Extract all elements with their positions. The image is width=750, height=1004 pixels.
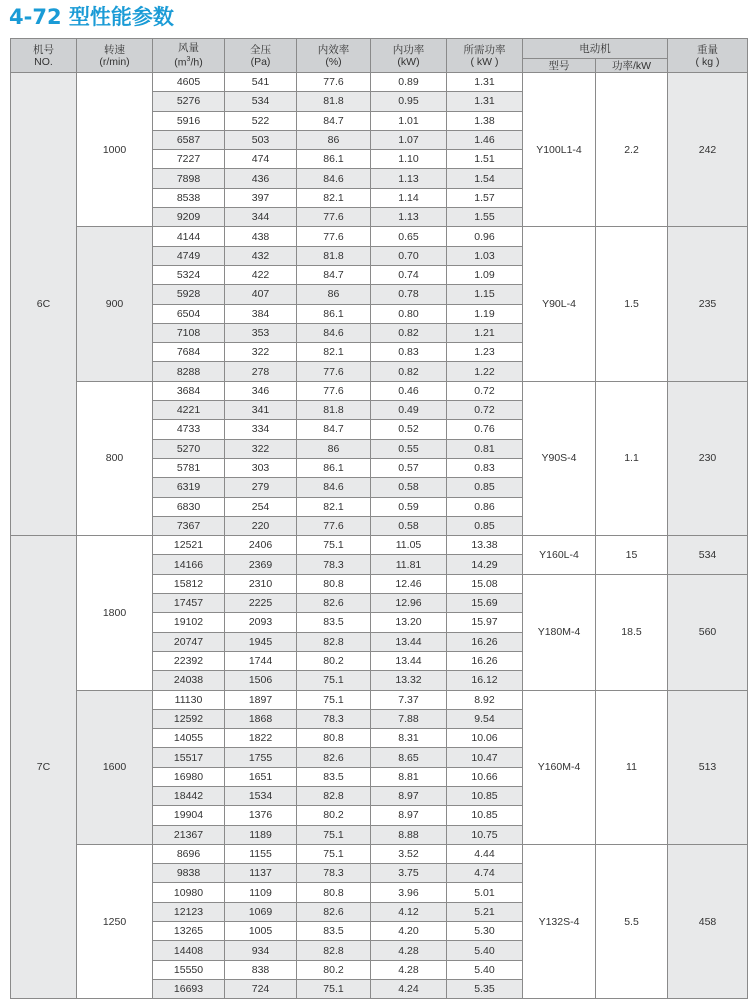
header-speed: 转速 (r/min) xyxy=(77,39,153,73)
efficiency-cell: 82.6 xyxy=(297,594,371,613)
internal-power-cell: 1.13 xyxy=(371,169,447,188)
internal-power-cell: 4.28 xyxy=(371,960,447,979)
required-power-cell: 15.69 xyxy=(447,594,523,613)
efficiency-cell: 82.8 xyxy=(297,632,371,651)
internal-power-cell: 8.88 xyxy=(371,825,447,844)
flow-cell: 7684 xyxy=(153,343,225,362)
pressure-cell: 1651 xyxy=(225,767,297,786)
efficiency-cell: 82.1 xyxy=(297,343,371,362)
pressure-cell: 1109 xyxy=(225,883,297,902)
pressure-cell: 322 xyxy=(225,439,297,458)
required-power-cell: 5.40 xyxy=(447,960,523,979)
pressure-cell: 724 xyxy=(225,979,297,998)
header-no: 机号 NO. xyxy=(11,39,77,73)
speed-cell: 1000 xyxy=(77,73,153,227)
efficiency-cell: 84.7 xyxy=(297,420,371,439)
required-power-cell: 1.22 xyxy=(447,362,523,381)
internal-power-cell: 8.81 xyxy=(371,767,447,786)
motor-power-cell: 1.1 xyxy=(596,381,668,535)
efficiency-cell: 80.2 xyxy=(297,806,371,825)
internal-power-cell: 0.74 xyxy=(371,265,447,284)
flow-cell: 24038 xyxy=(153,671,225,690)
pressure-cell: 2369 xyxy=(225,555,297,574)
efficiency-cell: 82.6 xyxy=(297,748,371,767)
pressure-cell: 422 xyxy=(225,265,297,284)
required-power-cell: 10.85 xyxy=(447,806,523,825)
pressure-cell: 220 xyxy=(225,516,297,535)
header-internal-power: 内功率 (kW) xyxy=(371,39,447,73)
required-power-cell: 16.26 xyxy=(447,651,523,670)
efficiency-cell: 77.6 xyxy=(297,381,371,400)
internal-power-cell: 0.58 xyxy=(371,516,447,535)
efficiency-cell: 83.5 xyxy=(297,922,371,941)
efficiency-cell: 82.1 xyxy=(297,497,371,516)
required-power-cell: 1.46 xyxy=(447,130,523,149)
required-power-cell: 4.74 xyxy=(447,864,523,883)
flow-cell: 18442 xyxy=(153,786,225,805)
flow-cell: 3684 xyxy=(153,381,225,400)
motor-power-cell: 11 xyxy=(596,690,668,844)
required-power-cell: 0.85 xyxy=(447,516,523,535)
internal-power-cell: 4.12 xyxy=(371,902,447,921)
pressure-cell: 346 xyxy=(225,381,297,400)
flow-cell: 8538 xyxy=(153,188,225,207)
required-power-cell: 5.35 xyxy=(447,979,523,998)
required-power-cell: 10.85 xyxy=(447,786,523,805)
efficiency-cell: 84.6 xyxy=(297,323,371,342)
internal-power-cell: 3.96 xyxy=(371,883,447,902)
internal-power-cell: 1.01 xyxy=(371,111,447,130)
motor-model-cell: Y90L-4 xyxy=(523,227,596,381)
flow-cell: 19102 xyxy=(153,613,225,632)
internal-power-cell: 7.37 xyxy=(371,690,447,709)
required-power-cell: 14.29 xyxy=(447,555,523,574)
efficiency-cell: 83.5 xyxy=(297,767,371,786)
internal-power-cell: 0.95 xyxy=(371,92,447,111)
efficiency-cell: 77.6 xyxy=(297,227,371,246)
internal-power-cell: 12.46 xyxy=(371,574,447,593)
efficiency-cell: 77.6 xyxy=(297,208,371,227)
efficiency-cell: 82.8 xyxy=(297,941,371,960)
flow-cell: 21367 xyxy=(153,825,225,844)
internal-power-cell: 0.89 xyxy=(371,73,447,92)
header-weight: 重量 ( kg ) xyxy=(668,39,748,73)
motor-power-cell: 5.5 xyxy=(596,844,668,998)
efficiency-cell: 75.1 xyxy=(297,844,371,863)
efficiency-cell: 84.6 xyxy=(297,478,371,497)
pressure-cell: 934 xyxy=(225,941,297,960)
header-required-power: 所需功率 ( kW ) xyxy=(447,39,523,73)
efficiency-cell: 86.1 xyxy=(297,458,371,477)
pressure-cell: 303 xyxy=(225,458,297,477)
required-power-cell: 0.96 xyxy=(447,227,523,246)
flow-cell: 15550 xyxy=(153,960,225,979)
required-power-cell: 1.51 xyxy=(447,150,523,169)
pressure-cell: 1744 xyxy=(225,651,297,670)
efficiency-cell: 80.2 xyxy=(297,651,371,670)
internal-power-cell: 3.75 xyxy=(371,864,447,883)
flow-cell: 12521 xyxy=(153,536,225,555)
flow-cell: 7227 xyxy=(153,150,225,169)
flow-cell: 13265 xyxy=(153,922,225,941)
header-flow: 风量 $(m^3/h)$ xyxy=(153,39,225,73)
internal-power-cell: 0.82 xyxy=(371,362,447,381)
machine-no-cell: 7C xyxy=(11,536,77,999)
internal-power-cell: 8.65 xyxy=(371,748,447,767)
pressure-cell: 1506 xyxy=(225,671,297,690)
required-power-cell: 5.21 xyxy=(447,902,523,921)
efficiency-cell: 86 xyxy=(297,439,371,458)
speed-cell: 800 xyxy=(77,381,153,535)
internal-power-cell: 0.49 xyxy=(371,401,447,420)
table-row xyxy=(11,227,748,246)
flow-cell: 19904 xyxy=(153,806,225,825)
motor-power-cell: 1.5 xyxy=(596,227,668,381)
required-power-cell: 8.92 xyxy=(447,690,523,709)
efficiency-cell: 78.3 xyxy=(297,555,371,574)
efficiency-cell: 75.1 xyxy=(297,690,371,709)
internal-power-cell: 4.28 xyxy=(371,941,447,960)
internal-power-cell: 0.55 xyxy=(371,439,447,458)
flow-cell: 20747 xyxy=(153,632,225,651)
internal-power-cell: 0.58 xyxy=(371,478,447,497)
flow-cell: 4221 xyxy=(153,401,225,420)
motor-model-cell: Y132S-4 xyxy=(523,844,596,998)
internal-power-cell: 13.20 xyxy=(371,613,447,632)
pressure-cell: 1868 xyxy=(225,709,297,728)
flow-cell: 17457 xyxy=(153,594,225,613)
speed-cell: 900 xyxy=(77,227,153,381)
pressure-cell: 322 xyxy=(225,343,297,362)
pressure-cell: 1755 xyxy=(225,748,297,767)
pressure-cell: 1155 xyxy=(225,844,297,863)
performance-table xyxy=(10,38,748,999)
efficiency-cell: 81.8 xyxy=(297,92,371,111)
efficiency-cell: 82.8 xyxy=(297,786,371,805)
flow-cell: 6504 xyxy=(153,304,225,323)
motor-power-cell: 18.5 xyxy=(596,574,668,690)
motor-model-cell: Y180M-4 xyxy=(523,574,596,690)
required-power-cell: 15.97 xyxy=(447,613,523,632)
efficiency-cell: 86.1 xyxy=(297,304,371,323)
header-efficiency: 内效率 (%) xyxy=(297,39,371,73)
flow-cell: 4733 xyxy=(153,420,225,439)
internal-power-cell: 0.59 xyxy=(371,497,447,516)
pressure-cell: 1945 xyxy=(225,632,297,651)
pressure-cell: 397 xyxy=(225,188,297,207)
required-power-cell: 1.21 xyxy=(447,323,523,342)
flow-cell: 6587 xyxy=(153,130,225,149)
internal-power-cell: 0.70 xyxy=(371,246,447,265)
required-power-cell: 1.31 xyxy=(447,92,523,111)
internal-power-cell: 4.24 xyxy=(371,979,447,998)
internal-power-cell: 8.31 xyxy=(371,729,447,748)
pressure-cell: 341 xyxy=(225,401,297,420)
pressure-cell: 2225 xyxy=(225,594,297,613)
pressure-cell: 1137 xyxy=(225,864,297,883)
internal-power-cell: 0.65 xyxy=(371,227,447,246)
required-power-cell: 1.15 xyxy=(447,285,523,304)
internal-power-cell: 13.44 xyxy=(371,651,447,670)
flow-cell: 9209 xyxy=(153,208,225,227)
required-power-cell: 1.03 xyxy=(447,246,523,265)
required-power-cell: 1.09 xyxy=(447,265,523,284)
pressure-cell: 353 xyxy=(225,323,297,342)
efficiency-cell: 84.7 xyxy=(297,265,371,284)
internal-power-cell: 0.83 xyxy=(371,343,447,362)
internal-power-cell: 0.46 xyxy=(371,381,447,400)
flow-cell: 6830 xyxy=(153,497,225,516)
efficiency-cell: 86.1 xyxy=(297,150,371,169)
efficiency-cell: 84.6 xyxy=(297,169,371,188)
efficiency-cell: 80.2 xyxy=(297,960,371,979)
weight-cell: 560 xyxy=(668,574,748,690)
internal-power-cell: 7.88 xyxy=(371,709,447,728)
header-pressure: 全压 (Pa) xyxy=(225,39,297,73)
required-power-cell: 1.57 xyxy=(447,188,523,207)
flow-cell: 16693 xyxy=(153,979,225,998)
machine-no-cell: 6C xyxy=(11,73,77,536)
pressure-cell: 503 xyxy=(225,130,297,149)
pressure-cell: 534 xyxy=(225,92,297,111)
pressure-cell: 254 xyxy=(225,497,297,516)
required-power-cell: 0.81 xyxy=(447,439,523,458)
efficiency-cell: 82.1 xyxy=(297,188,371,207)
pressure-cell: 407 xyxy=(225,285,297,304)
efficiency-cell: 75.1 xyxy=(297,979,371,998)
efficiency-cell: 86 xyxy=(297,130,371,149)
pressure-cell: 541 xyxy=(225,73,297,92)
flow-cell: 5916 xyxy=(153,111,225,130)
pressure-cell: 474 xyxy=(225,150,297,169)
pressure-cell: 384 xyxy=(225,304,297,323)
flow-cell: 15517 xyxy=(153,748,225,767)
flow-cell: 15812 xyxy=(153,574,225,593)
header-motor-model: 型号 xyxy=(523,59,596,73)
required-power-cell: 10.75 xyxy=(447,825,523,844)
flow-cell: 8696 xyxy=(153,844,225,863)
pressure-cell: 2093 xyxy=(225,613,297,632)
speed-cell: 1800 xyxy=(77,536,153,690)
internal-power-cell: 11.05 xyxy=(371,536,447,555)
motor-power-cell: 15 xyxy=(596,536,668,575)
table-row xyxy=(11,73,748,92)
required-power-cell: 15.08 xyxy=(447,574,523,593)
required-power-cell: 5.01 xyxy=(447,883,523,902)
flow-cell: 7898 xyxy=(153,169,225,188)
efficiency-cell: 86 xyxy=(297,285,371,304)
motor-model-cell: Y100L1-4 xyxy=(523,73,596,227)
motor-model-cell: Y160M-4 xyxy=(523,690,596,844)
required-power-cell: 1.19 xyxy=(447,304,523,323)
required-power-cell: 0.86 xyxy=(447,497,523,516)
required-power-cell: 5.40 xyxy=(447,941,523,960)
flow-cell: 12123 xyxy=(153,902,225,921)
flow-cell: 4605 xyxy=(153,73,225,92)
flow-cell: 5270 xyxy=(153,439,225,458)
flow-cell: 5781 xyxy=(153,458,225,477)
flow-cell: 6319 xyxy=(153,478,225,497)
required-power-cell: 1.55 xyxy=(447,208,523,227)
efficiency-cell: 84.7 xyxy=(297,111,371,130)
weight-cell: 534 xyxy=(668,536,748,575)
weight-cell: 458 xyxy=(668,844,748,998)
internal-power-cell: 8.97 xyxy=(371,786,447,805)
efficiency-cell: 78.3 xyxy=(297,864,371,883)
table-row xyxy=(11,536,748,555)
efficiency-cell: 80.8 xyxy=(297,729,371,748)
internal-power-cell: 13.44 xyxy=(371,632,447,651)
internal-power-cell: 13.32 xyxy=(371,671,447,690)
header-motor-power: 功率/kW xyxy=(596,59,668,73)
required-power-cell: 10.06 xyxy=(447,729,523,748)
efficiency-cell: 81.8 xyxy=(297,401,371,420)
weight-cell: 242 xyxy=(668,73,748,227)
internal-power-cell: 11.81 xyxy=(371,555,447,574)
flow-cell: 10980 xyxy=(153,883,225,902)
motor-power-cell: 2.2 xyxy=(596,73,668,227)
pressure-cell: 2406 xyxy=(225,536,297,555)
required-power-cell: 10.47 xyxy=(447,748,523,767)
required-power-cell: 16.26 xyxy=(447,632,523,651)
table-row xyxy=(11,381,748,400)
efficiency-cell: 75.1 xyxy=(297,825,371,844)
internal-power-cell: 4.20 xyxy=(371,922,447,941)
required-power-cell: 4.44 xyxy=(447,844,523,863)
internal-power-cell: 1.13 xyxy=(371,208,447,227)
required-power-cell: 5.30 xyxy=(447,922,523,941)
flow-cell: 8288 xyxy=(153,362,225,381)
required-power-cell: 0.72 xyxy=(447,381,523,400)
speed-cell: 1600 xyxy=(77,690,153,844)
pressure-cell: 278 xyxy=(225,362,297,381)
required-power-cell: 1.31 xyxy=(447,73,523,92)
pressure-cell: 1822 xyxy=(225,729,297,748)
flow-cell: 5324 xyxy=(153,265,225,284)
required-power-cell: 0.76 xyxy=(447,420,523,439)
weight-cell: 235 xyxy=(668,227,748,381)
efficiency-cell: 75.1 xyxy=(297,536,371,555)
speed-cell: 1250 xyxy=(77,844,153,998)
pressure-cell: 1534 xyxy=(225,786,297,805)
page-title: 4-72 型性能参数 xyxy=(9,5,174,29)
flow-cell: 7108 xyxy=(153,323,225,342)
weight-cell: 230 xyxy=(668,381,748,535)
efficiency-cell: 77.6 xyxy=(297,362,371,381)
header-motor: 电动机 xyxy=(523,39,668,59)
internal-power-cell: 0.52 xyxy=(371,420,447,439)
pressure-cell: 838 xyxy=(225,960,297,979)
efficiency-cell: 82.6 xyxy=(297,902,371,921)
internal-power-cell: 0.82 xyxy=(371,323,447,342)
flow-cell: 11130 xyxy=(153,690,225,709)
pressure-cell: 344 xyxy=(225,208,297,227)
efficiency-cell: 77.6 xyxy=(297,516,371,535)
pressure-cell: 1069 xyxy=(225,902,297,921)
internal-power-cell: 1.07 xyxy=(371,130,447,149)
flow-cell: 4144 xyxy=(153,227,225,246)
pressure-cell: 436 xyxy=(225,169,297,188)
internal-power-cell: 8.97 xyxy=(371,806,447,825)
required-power-cell: 1.23 xyxy=(447,343,523,362)
required-power-cell: 0.72 xyxy=(447,401,523,420)
pressure-cell: 1897 xyxy=(225,690,297,709)
pressure-cell: 1189 xyxy=(225,825,297,844)
required-power-cell: 0.83 xyxy=(447,458,523,477)
flow-cell: 14166 xyxy=(153,555,225,574)
flow-cell: 22392 xyxy=(153,651,225,670)
flow-cell: 14055 xyxy=(153,729,225,748)
pressure-cell: 279 xyxy=(225,478,297,497)
weight-cell: 513 xyxy=(668,690,748,844)
table-row xyxy=(11,690,748,709)
flow-cell: 7367 xyxy=(153,516,225,535)
flow-cell: 4749 xyxy=(153,246,225,265)
required-power-cell: 1.54 xyxy=(447,169,523,188)
pressure-cell: 2310 xyxy=(225,574,297,593)
internal-power-cell: 0.80 xyxy=(371,304,447,323)
required-power-cell: 13.38 xyxy=(447,536,523,555)
efficiency-cell: 80.8 xyxy=(297,574,371,593)
flow-cell: 12592 xyxy=(153,709,225,728)
pressure-cell: 1005 xyxy=(225,922,297,941)
motor-model-cell: Y160L-4 xyxy=(523,536,596,575)
efficiency-cell: 80.8 xyxy=(297,883,371,902)
required-power-cell: 16.12 xyxy=(447,671,523,690)
internal-power-cell: 1.10 xyxy=(371,150,447,169)
internal-power-cell: 0.57 xyxy=(371,458,447,477)
pressure-cell: 438 xyxy=(225,227,297,246)
flow-cell: 5928 xyxy=(153,285,225,304)
pressure-cell: 432 xyxy=(225,246,297,265)
efficiency-cell: 83.5 xyxy=(297,613,371,632)
pressure-cell: 334 xyxy=(225,420,297,439)
internal-power-cell: 1.14 xyxy=(371,188,447,207)
motor-model-cell: Y90S-4 xyxy=(523,381,596,535)
flow-cell: 16980 xyxy=(153,767,225,786)
efficiency-cell: 78.3 xyxy=(297,709,371,728)
required-power-cell: 10.66 xyxy=(447,767,523,786)
required-power-cell: 0.85 xyxy=(447,478,523,497)
flow-cell: 5276 xyxy=(153,92,225,111)
internal-power-cell: 0.78 xyxy=(371,285,447,304)
flow-cell: 14408 xyxy=(153,941,225,960)
efficiency-cell: 81.8 xyxy=(297,246,371,265)
efficiency-cell: 77.6 xyxy=(297,73,371,92)
required-power-cell: 1.38 xyxy=(447,111,523,130)
table-row xyxy=(11,844,748,863)
efficiency-cell: 75.1 xyxy=(297,671,371,690)
flow-cell: 9838 xyxy=(153,864,225,883)
internal-power-cell: 12.96 xyxy=(371,594,447,613)
internal-power-cell: 3.52 xyxy=(371,844,447,863)
pressure-cell: 1376 xyxy=(225,806,297,825)
required-power-cell: 9.54 xyxy=(447,709,523,728)
pressure-cell: 522 xyxy=(225,111,297,130)
